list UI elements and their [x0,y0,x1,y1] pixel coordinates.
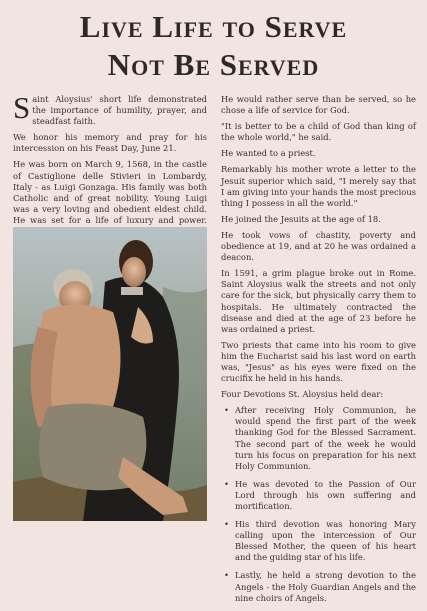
page-title-line-2: Not Be Served [107,47,320,82]
right-paragraph-5: He joined the Jesuits at the age of 18. [221,213,381,224]
devotion-text: After receiving Holy Communion, he would spend the first part of the week thanking God for the Blessed Sacrament. The second part of the week he would turn his focus on preparation for his next Holy Communion. [235,405,416,471]
list-item [221,405,416,472]
right-paragraph-8: Two priests that came into his room to give him the Eucharist said his last word on earth was, "Jesus" as his eyes were fixed on the crucifix he held in his hands. [221,339,416,384]
bullet: • [224,478,229,489]
page-title-line-1: Live Life to Serve [79,9,348,44]
intro-text: aint Aloysius' short life demonstrated the importance of humility, prayer, and steadfast faith. [32,94,207,127]
feast-day-paragraph: We honor his memory and pray for his intercession on his Feast Day, June 21. [13,132,207,154]
list-item [221,570,416,603]
devotion-text: Lastly, he held a strong devotion to the Angels - the Holy Guardian Angels and the nine choirs of Angels. [235,570,416,603]
right-paragraph-3: He wanted to a priest. [221,148,316,159]
devotion-text: He was devoted to the Passion of Our Lord through his own suffering and mortification. [235,478,416,511]
bullet: • [224,405,229,416]
devotion-text: His third devotion was honoring Mary calling upon the intercession of Our Blessed Mother, the queen of his heart and the guiding star of his life. [235,519,416,563]
right-paragraph-2: "It is better to be a child of God than king of the whole world," he said. [221,121,416,143]
bullet: • [224,519,229,530]
right-paragraph-6: He took vows of chastity, poverty and obedience at 19, and at 20 he was ordained a deacon. [221,229,416,263]
painting-illustration [13,227,207,521]
right-paragraph-1: He would rather serve than be served, so he chose a life of service for God. [221,94,416,116]
list-item [221,479,416,512]
birth-paragraph: He was born on March 9, 1568, in the castle of Castiglione delle Stivieri in Lombardy, Italy - as Luigi Gonzaga. His family was both Catholic and of great nobility. Young Luigi was a very loving and obedient eldest child. He was set for a life of luxury and power. [13,159,207,225]
list-item [221,519,416,563]
devotions-list [221,405,416,604]
right-paragraph-7: In 1591, a grim plague broke out in Rome. Saint Aloysius walk the streets and not only care for the sick, but physically carry them to hospitals. He ultimately contracted the disease and died at the age of 23 before he was ordained a priest. [221,268,416,334]
right-paragraph-4: Remarkably his mother wrote a letter to the Jesuit superior which said, "I merely say that I am giving into your hands the most precious thing I possess in all the world." [221,164,416,208]
intro-paragraph [13,90,207,127]
bullet: • [224,570,229,581]
drop-cap: S [13,90,31,125]
saint-aloysius-painting [13,227,207,521]
devotions-heading: Four Devotions St. Aloysius held dear: [221,389,384,400]
right-column [221,94,416,611]
